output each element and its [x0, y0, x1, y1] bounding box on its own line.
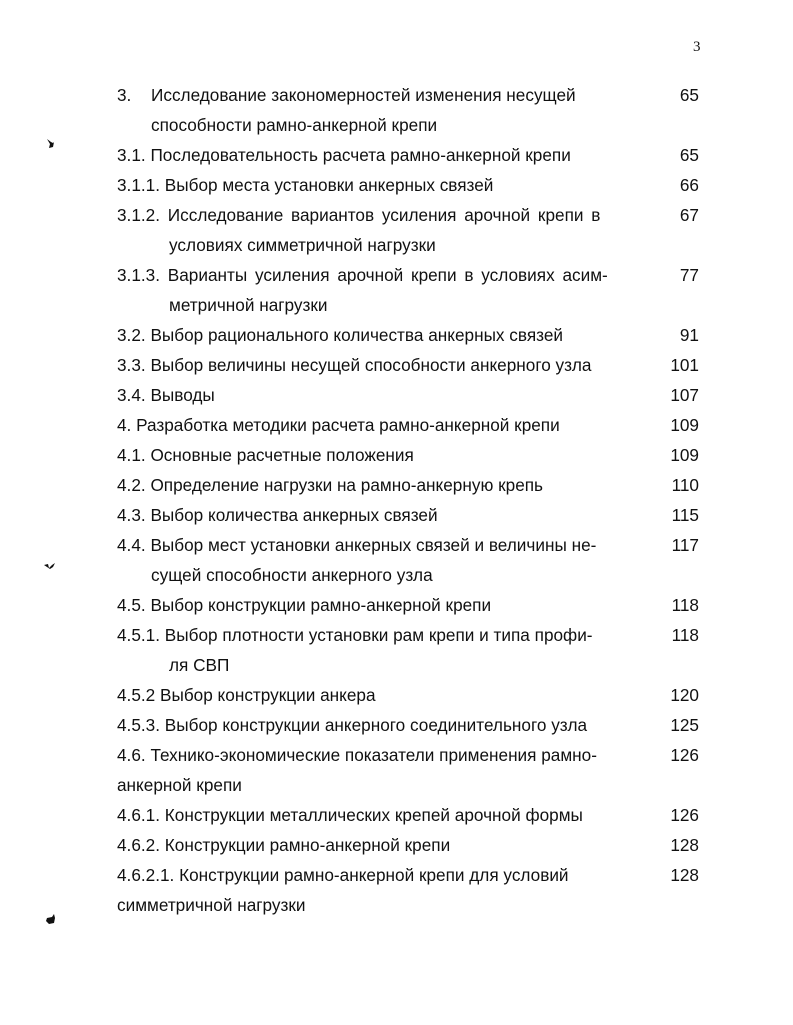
toc-entry-text: 3.3. Выбор величины несущей способности анкерного узла — [117, 355, 592, 375]
toc-entry-text: 4.6.2. Конструкции рамно-анкерной крепи — [117, 835, 451, 855]
toc-entry — [0, 740, 793, 770]
toc-entry-page: 110 — [671, 475, 699, 495]
toc-entry — [0, 80, 793, 110]
toc-entry-text: 4.3. Выбор количества анкерных связей — [117, 505, 438, 525]
toc-entry — [0, 380, 793, 410]
toc-entry — [0, 350, 793, 380]
toc-entry-text: 4.6.2.1. Конструкции рамно-анкерной крепи для условий — [117, 865, 569, 885]
toc-entry-page: 101 — [670, 355, 699, 375]
toc-entry-continuation — [0, 560, 793, 590]
toc-entry-continuation — [0, 290, 793, 320]
table-of-contents — [0, 80, 793, 920]
toc-entry-text-cont: сущей способности анкерного узла — [151, 565, 433, 585]
toc-entry-page: 77 — [679, 265, 699, 285]
toc-entry — [0, 830, 793, 860]
toc-entry-page: 65 — [679, 145, 699, 165]
toc-entry-text: 4.4. Выбор мест установки анкерных связей и величины не- — [117, 535, 597, 555]
toc-entry-page: 67 — [679, 205, 699, 225]
toc-entry-page: 117 — [671, 535, 699, 555]
toc-entry-text-cont: условиях симметричной нагрузки — [169, 235, 436, 255]
toc-entry — [0, 860, 793, 890]
toc-entry — [0, 590, 793, 620]
toc-entry-continuation — [0, 650, 793, 680]
toc-entry-text: 3.1.2. Исследование вариантов усиления арочной крепи в — [117, 205, 601, 225]
toc-entry-text: 4.6. Технико-экономические показатели применения рамно- — [117, 745, 597, 765]
toc-entry-page: 118 — [671, 595, 699, 615]
toc-entry — [0, 680, 793, 710]
toc-entry-number: 3. — [117, 85, 132, 105]
toc-entry-text: 3.1.1. Выбор места установки анкерных связей — [117, 175, 494, 195]
toc-entry-text: 4.5. Выбор конструкции рамно-анкерной крепи — [117, 595, 492, 615]
toc-entry-page: 126 — [670, 745, 699, 765]
toc-entry-text: Исследование закономерностей изменения несущей — [151, 85, 576, 105]
toc-entry-page: 125 — [670, 715, 699, 735]
toc-entry — [0, 200, 793, 230]
toc-entry-text-cont: анкерной крепи — [117, 775, 242, 795]
toc-entry-page: 120 — [670, 685, 699, 705]
toc-entry-page: 128 — [670, 835, 699, 855]
toc-entry-continuation — [0, 230, 793, 260]
toc-entry-text: 4.5.2 Выбор конструкции анкера — [117, 685, 376, 705]
toc-entry — [0, 620, 793, 650]
toc-entry-page: 66 — [679, 175, 699, 195]
toc-entry-text-cont: метричной нагрузки — [169, 295, 328, 315]
toc-entry — [0, 530, 793, 560]
toc-entry-continuation — [0, 110, 793, 140]
toc-entry — [0, 440, 793, 470]
toc-entry-page: 118 — [671, 625, 699, 645]
toc-entry-text: 4.1. Основные расчетные положения — [117, 445, 414, 465]
toc-entry-continuation — [0, 770, 793, 800]
toc-entry-continuation — [0, 890, 793, 920]
toc-entry-page: 109 — [670, 415, 699, 435]
toc-entry — [0, 710, 793, 740]
toc-entry-page: 128 — [670, 865, 699, 885]
toc-entry-text-cont: ля СВП — [169, 655, 230, 675]
toc-entry-page: 107 — [670, 385, 699, 405]
toc-entry-page: 65 — [679, 85, 699, 105]
toc-entry-text-cont: способности рамно-анкерной крепи — [151, 115, 438, 135]
toc-entry-page: 91 — [679, 325, 699, 345]
toc-entry-text: 4.2. Определение нагрузки на рамно-анкерную крепь — [117, 475, 544, 495]
toc-entry-page: 126 — [670, 805, 699, 825]
toc-entry — [0, 800, 793, 830]
toc-entry-text: 4. Разработка методики расчета рамно-анкерной крепи — [117, 415, 560, 435]
toc-entry — [0, 500, 793, 530]
toc-entry-text: 3.4. Выводы — [117, 385, 215, 405]
toc-entry-text: 3.1.3. Варианты усиления арочной крепи в условиях асим- — [117, 265, 608, 285]
page-number: 3 — [693, 39, 701, 55]
toc-entry-text: 3.1. Последовательность расчета рамно-анкерной крепи — [117, 145, 571, 165]
toc-entry-text-cont: симметричной нагрузки — [117, 895, 306, 915]
toc-entry — [0, 170, 793, 200]
toc-entry — [0, 410, 793, 440]
toc-entry-text: 3.2. Выбор рационального количества анкерных связей — [117, 325, 563, 345]
toc-entry — [0, 260, 793, 290]
toc-entry-page: 115 — [671, 505, 699, 525]
toc-entry-text: 4.6.1. Конструкции металлических крепей арочной формы — [117, 805, 583, 825]
toc-entry — [0, 140, 793, 170]
toc-entry — [0, 320, 793, 350]
toc-entry — [0, 470, 793, 500]
toc-entry-text: 4.5.3. Выбор конструкции анкерного соединительного узла — [117, 715, 588, 735]
toc-entry-text: 4.5.1. Выбор плотности установки рам крепи и типа профи- — [117, 625, 593, 645]
toc-entry-page: 109 — [670, 445, 699, 465]
